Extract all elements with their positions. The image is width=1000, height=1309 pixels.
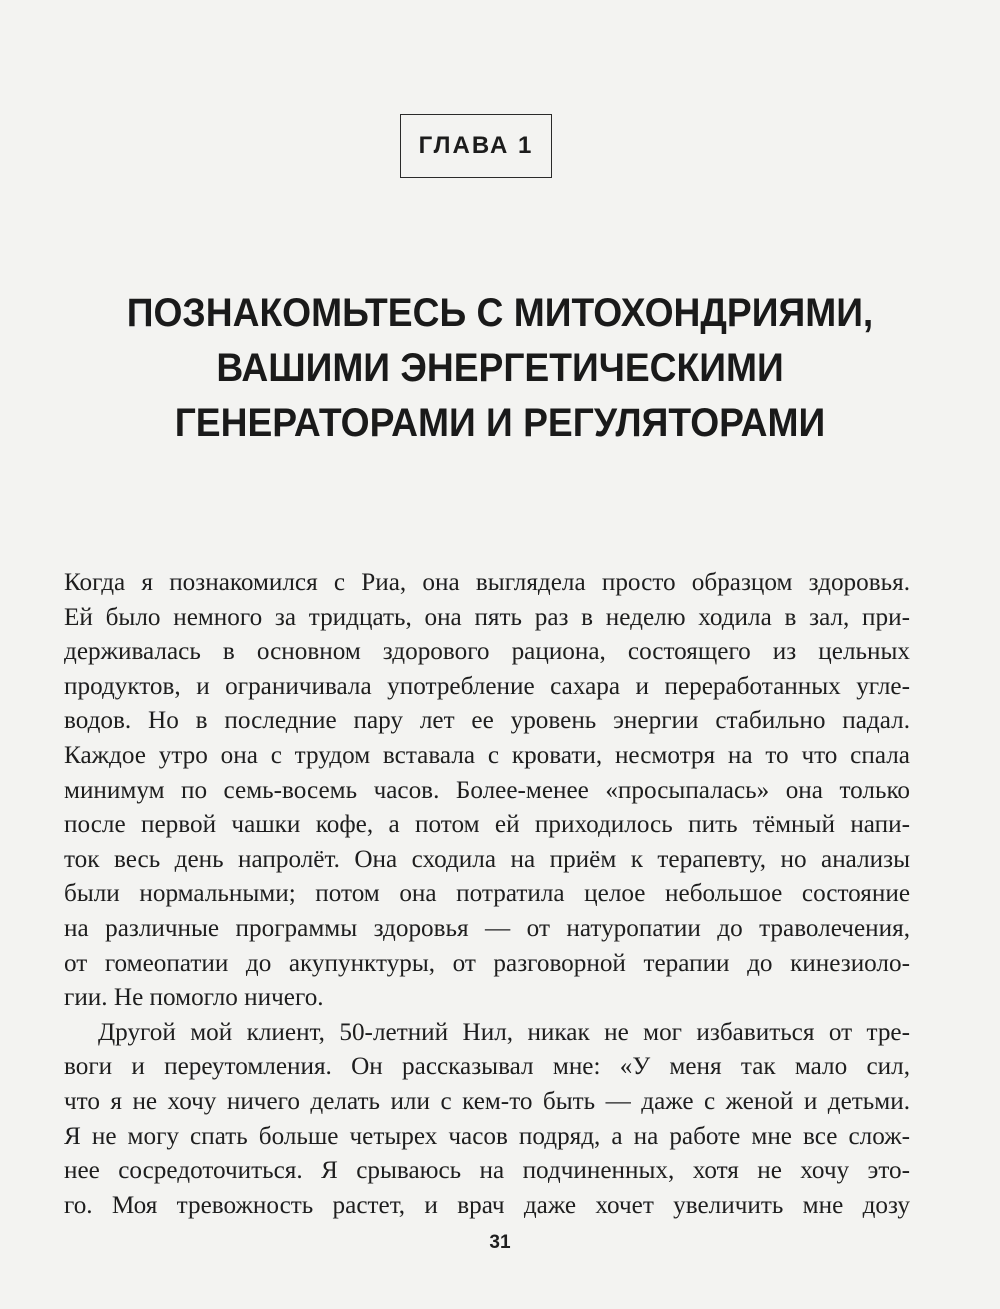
text-line: продуктов, и ограничивала употребление сахара и переработанных угле- [64,672,910,700]
chapter-title-line: ВАШИМИ ЭНЕРГЕТИЧЕСКИМИ [216,346,784,390]
text-line: Ей было немного за тридцать, она пять раз в неделю ходила в зал, при- [64,603,910,631]
chapter-label: ГЛАВА 1 [400,114,552,178]
paragraph [64,566,910,1016]
paragraph [64,1016,910,1224]
text-line: Когда я познакомился с Риа, она выглядела просто образцом здоровья. [64,569,910,596]
text-line: что я не хочу ничего делать или с кем-то быть — даже с женой и детьми. [64,1087,910,1115]
text-line: Каждое утро она с трудом вставала с кровати, несмотря на то что спала [64,741,910,769]
text-line: Другой мой клиент, 50-летний Нил, никак не мог избавиться от тре- [98,1018,910,1046]
text-line: гии. Не помогло ничего. [64,984,324,1012]
text-line: нее сосредоточиться. Я срываюсь на подчиненных, хотя не хочу это- [64,1157,910,1185]
text-line: были нормальными; потом она потратила целое небольшое состояние [64,880,910,908]
body-text [64,566,910,1223]
text-line: го. Моя тревожность растет, и врач даже хочет увеличить мне дозу [64,1191,910,1219]
chapter-title [91,286,909,451]
text-line: ток весь день напролёт. Она сходила на приём к терапевту, но анализы [64,845,910,873]
page-number: 31 [489,1232,511,1253]
text-line: держивалась в основном здорового рациона, состоящего из цельных [64,638,910,666]
text-line: на различные программы здоровья — от натуропатии до траволечения, [64,914,910,942]
text-line: водов. Но в последние пару лет ее уровень энергии стабильно падал. [64,707,910,735]
text-line: от гомеопатии до акупунктуры, от разговорной терапии до кинезиоло- [64,949,910,977]
text-line: Я не могу спать больше четырех часов подряд, а на работе мне все слож- [64,1122,910,1150]
text-line: воги и переутомления. Он рассказывал мне: «У меня так мало сил, [64,1053,910,1081]
chapter-title-line: ПОЗНАКОМЬТЕСЬ С МИТОХОНДРИЯМИ, [126,291,874,335]
chapter-title-line: ГЕНЕРАТОРАМИ И РЕГУЛЯТОРАМИ [174,401,826,445]
text-line: минимум по семь-восемь часов. Более-менее «просыпалась» она только [64,776,910,804]
text-line: после первой чашки кофе, а потом ей приходилось пить тёмный напи- [64,811,910,839]
